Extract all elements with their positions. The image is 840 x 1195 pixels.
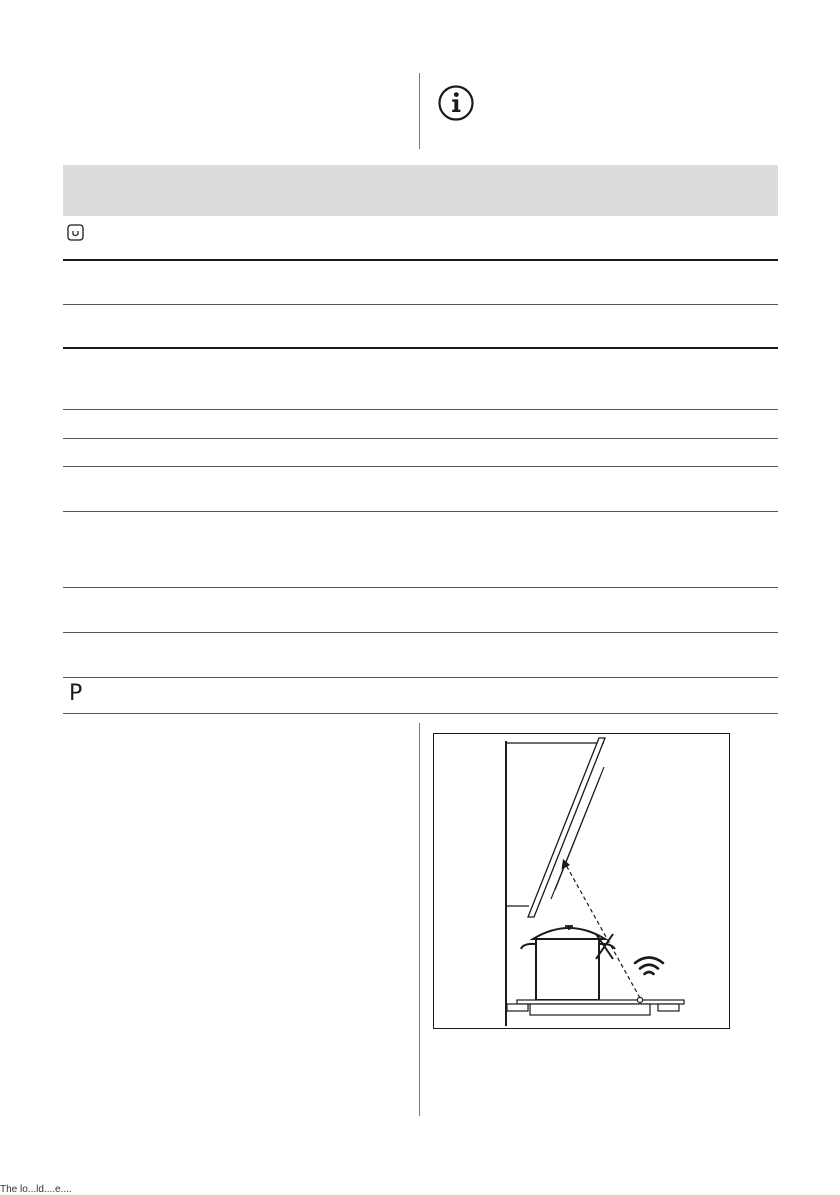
table-rule xyxy=(63,587,778,588)
table-rule xyxy=(63,347,778,349)
table-rule xyxy=(63,304,778,305)
info-icon xyxy=(437,84,475,122)
bottom-column-divider xyxy=(419,723,420,1116)
table-header xyxy=(63,165,778,216)
table-rule xyxy=(63,511,778,512)
table-rule xyxy=(63,677,778,678)
p-symbol: P xyxy=(69,681,83,706)
table-rule xyxy=(63,438,778,439)
top-column-divider xyxy=(419,73,420,149)
hood-hob-illustration xyxy=(433,733,730,1029)
footer-text: The lo...ld....e.... xyxy=(0,1184,72,1195)
table-rule xyxy=(63,632,778,633)
table-rule xyxy=(63,409,778,410)
child-lock-icon xyxy=(67,224,84,241)
table-rule xyxy=(63,466,778,467)
wifi-icon xyxy=(632,953,666,981)
table-rule xyxy=(63,713,778,714)
table-rule xyxy=(63,259,778,261)
